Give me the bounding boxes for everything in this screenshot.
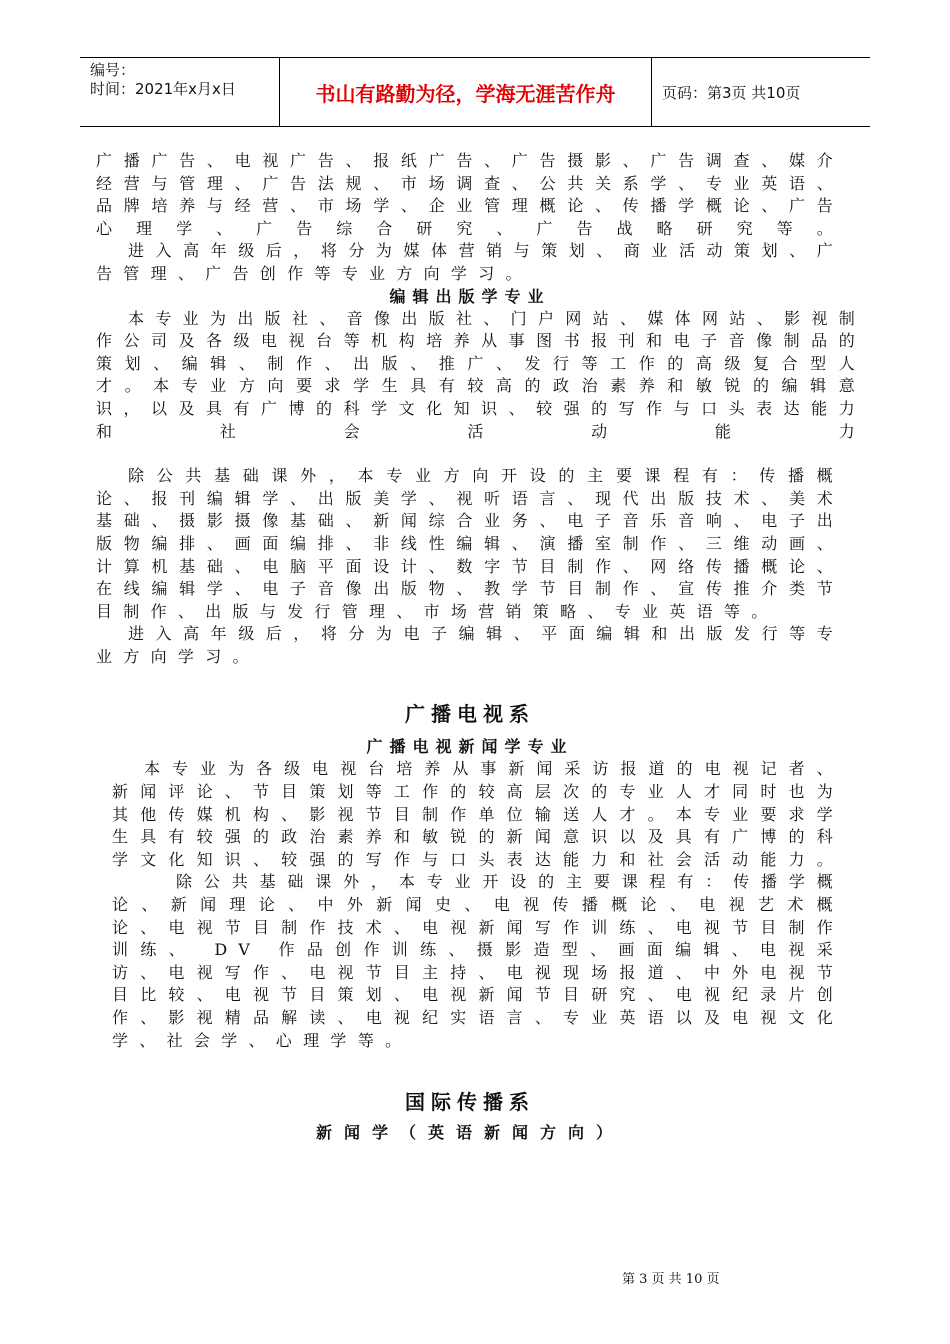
department-heading: 国际传播系 [405,1090,535,1115]
paragraph: 除公共基础课外，本专业开设的主要课程有：传播学概论、新闻理论、中外新闻史、电视传播概论、电视艺术概论、电视节目制作技术、电视新闻写作训练、电视节目制作训练、 DV 作品创作训练、摄影造型、画面编辑、电视采访、电视写作、电视节目主持、电视现场报道、中外电视节目比较、电视节目策划、电视新闻节目研究、电视纪录片创作、影视精品解读、电视纪实语言、专业英语以及电视文化学、社会学、心理学等。 [112,872,844,1050]
header-table [80,57,870,127]
spacer [96,668,844,700]
header-page-number: 页码：第3页 共10页 [662,83,801,102]
section-heading: 广播电视新闻学专业 [366,737,574,757]
spacer [96,443,844,465]
paragraph: 除公共基础课外，本专业方向开设的主要课程有：传播概论、报刊编辑学、出版美学、视听语言、现代出版技术、美术基础、摄影摄像基础、新闻综合业务、电子音乐音响、电子出版物编排、画面编排、非线性编辑、演播室制作、三维动画、计算机基础、电脑平面设计、数字节目制作、网络传播概论、在线编辑学、电子音像出版物、教学节目制作、宣传推介类节目制作、出版与发行管理、市场营销策略、专业英语等。 [96,466,844,621]
department-heading: 广播电视系 [405,702,535,727]
paragraph: 广播广告、电视广告、报纸广告、广告摄影、广告调查、媒介经营与管理、广告法规、市场调查、公共关系学、专业英语、品牌培养与经营、市场学、企业管理概论、传播学概论、广告心理学、广告综合研究、广告战略研究等。 [96,151,844,238]
spacer [96,1052,844,1088]
footer-page-number: 第 3 页 共 10 页 [622,1272,720,1287]
header-motto: 书山有路勤为径，学海无涯苦作舟 [280,58,652,126]
document-body [96,150,866,1144]
paragraph: 本专业为各级电视台培养从事新闻采访报道的电视记者、新闻评论、节目策划等工作的较高层次的专业人才同时也为其他传媒机构、影视节目制作单位输送人才。本专业要求学生具有较强的政治素养和敏锐的新闻意识以及具有广博的科学文化知识、较强的写作与口头表达能力和社会活动能力。 [112,759,844,869]
document-time: 时间：2021年x月x日 [90,80,236,98]
paragraph: 进入高年级后，将分为电子编辑、平面编辑和出版发行等专业方向学习。 [96,624,844,666]
header-meta [80,58,280,126]
section-heading: 编辑出版学专业 [389,286,551,306]
spacer [96,728,844,736]
paragraph: 进入高年级后，将分为媒体营销与策划、商业活动策划、广告管理、广告创作等专业方向学习。 [96,241,844,283]
section-heading: 新闻学（英语新闻方向） [315,1123,624,1143]
document-number: 编号： [90,61,136,79]
paragraph: 本专业为出版社、音像出版社、门户网站、媒体网站、影视制作公司及各级电视台等机构培养从事图书报刊和电子音像制品的策划、编辑、制作、出版、推广、发行等工作的高级复合型人才。本专业方向要求学生具有较高的政治素养和敏锐的编辑意识，以及具有广博的科学文化知识、较强的写作与口头表达能力和社会活动能力 [96,308,866,441]
